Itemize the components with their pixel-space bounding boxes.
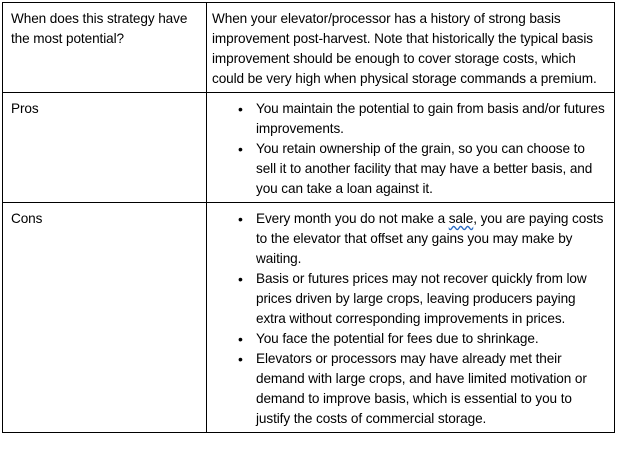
bullet-icon: • xyxy=(238,211,243,227)
cons-item-text-after: , you are paying costs to the elevator that offset any gains you may make by waiting. xyxy=(256,211,604,266)
cons-list-item xyxy=(238,329,608,349)
pros-list-item xyxy=(238,99,608,139)
cons-cell xyxy=(207,203,615,433)
pros-item-text: You maintain the potential to gain from basis and/or futures improvements. xyxy=(256,101,605,136)
table-row-cons xyxy=(3,203,615,433)
spellcheck-flagged-word: sale xyxy=(448,211,474,226)
pros-list xyxy=(212,99,608,199)
cons-item-text: Basis or futures prices may not recover quickly from low prices driven by large crops, leaving producers paying extra without corresponding improvements in prices. xyxy=(256,271,587,326)
pros-item-text: You retain ownership of the grain, so you can choose to sell it to another facility that may have a better basis, and you can take a loan against it. xyxy=(256,141,593,196)
cons-list-item xyxy=(238,349,608,429)
bullet-icon: • xyxy=(238,351,243,367)
bullet-icon: • xyxy=(238,331,243,347)
cons-list-item xyxy=(238,269,608,329)
bullet-icon: • xyxy=(238,141,243,157)
bullet-icon: • xyxy=(238,271,243,287)
strategy-table xyxy=(2,2,615,433)
cons-item-text-before: Every month you do not make a xyxy=(256,211,449,226)
table-row-potential xyxy=(3,3,615,93)
pros-list-item xyxy=(238,139,608,199)
bullet-icon: • xyxy=(238,101,243,117)
table-row-pros xyxy=(3,93,615,203)
pros-cell xyxy=(207,93,615,203)
cons-item-text: You face the potential for fees due to shrinkage. xyxy=(256,331,539,346)
cons-list-item xyxy=(238,209,608,269)
row-text-potential: When your elevator/processor has a history of strong basis improvement post-harvest. Note that historically the typical basis improvement should be enough to cover storage costs, which could be very high when physical storage commands a premium. xyxy=(207,3,615,93)
row-label-pros: Pros xyxy=(3,93,207,203)
row-label-potential: When does this strategy have the most potential? xyxy=(3,3,207,93)
row-label-cons: Cons xyxy=(3,203,207,433)
cons-list xyxy=(212,209,608,429)
cons-item-text: Elevators or processors may have already met their demand with large crops, and have limited motivation or demand to improve basis, which is essential to you to justify the costs of commercial storage. xyxy=(256,351,587,426)
